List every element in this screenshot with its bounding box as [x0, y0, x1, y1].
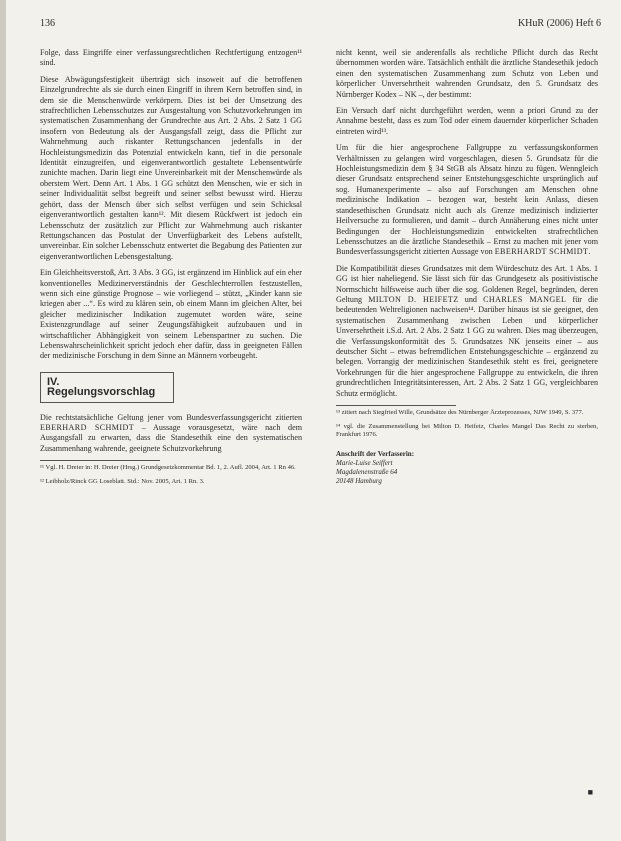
author-name: Marie-Luise Seiffert — [336, 459, 393, 468]
address-street: Magdalenenstraße 64 — [336, 468, 398, 477]
paragraph: Folge, dass Eingriffe einer verfassungsrechtlichen Rechtfertigung entzogen¹¹ sind. — [40, 48, 302, 68]
section-heading: IV. Regelungsvorschlag — [40, 372, 174, 403]
cited-name: MILTON D. HEIFETZ — [368, 294, 459, 304]
left-column — [40, 48, 302, 492]
page-edge-shadow — [0, 0, 6, 841]
cited-name: CHARLES MANGEL — [483, 294, 567, 304]
cited-name: EBERHARDT SCHMIDT — [494, 247, 589, 257]
right-column — [336, 48, 598, 486]
journal-header: KHuR (2006) Heft 6 — [517, 18, 601, 29]
address-heading: Anschrift der Verfasserin: — [336, 450, 415, 458]
paragraph: Um für die hier angesprochene Fallgruppe zu verfassungskonformen Verhältnissen zu gelangen wird vorgeschlagen, diesen 5. Grundsatz für die Hochleistungsmedizin dem § 34 StGB als Absatz hinzu zu fügen. Wenngleich dieser Grundsatz entsprechend seiner Entstehungsgeschichte ursprünglich auf sog. Humanexperimente – also auf Forschungen am Menschen ohne medizinische Indikation – bezogen war, besteht kein Anlass, diesen standesethischen Grundsatz nicht auch als Grenze medizinisch indizierter Heilversuche zu formulieren, und damit – durch Annäherung eines nicht unter Bedingungen der Hochleistungsmedizin entwickelten strafrechtlichen Lebensschutzes an die ärztliche Standesethik – Ernst zu machen mit jener vom Bundesverfassungsgericht zitierten Aussage von EBERHARDT SCHMIDT. — [336, 143, 598, 257]
address-city: 20148 Hamburg — [336, 477, 382, 486]
footnote: ¹⁴ vgl. die Zusammenstellung bei Milton D. Heifetz, Charles Mangel Das Recht zu sterben, Frankfurt 1976. — [336, 423, 598, 438]
paragraph: Diese Abwägungsfestigkeit überträgt sich insoweit auf die betroffenen Einzelgrundrechte als sie durch einen Eingriff in ihrem Kern betroffen sind, in dem sie die Menschenwürde verkörpern. Dies ist bei der Umsetzung des strafrechtlichen Lebensschutzes zur Ausgestaltung von Schutzvorkehrungen im systematischen Zusammenhang der Grundrechte aus Art. 2 Abs. 2 Satz 1 GG insofern von Bedeutung als der Ausgangsfall zeigt, dass die Pflicht zur Wahrnehmung auch riskanter Rettungschancen jedenfalls in der Hochleistungsmedizin das Potenzial entwickeln kann, tief in die personale Identität einzugreifen, und eigenverantwortlich gestaltete Lebensentwürfe zunichte machen. Darin liegt eine Unvereinbarkeit mit der Menschenwürde als oberstem Wert. Denn Art. 1 Abs. 1 GG schützt den Menschen, wie er sich in seiner Individualität selbst begreift und seiner selbst bewusst wird. Hierzu gehört, dass der Mensch über sich selbst verfügen und sein Schicksal eigenverantwortlich gestalten kann¹². Mit diesem Rückfwert ist jedoch ein Lebensschutz der zusätzlich zur Pflicht zur Wahrnehmung auch riskanter Rettungschancen das Postulat der Unverfügbarkeit des Lebens aufstellt, unvereinbar. Ein solcher Lebensschutz entwertet die Begabung des Patienten zur eigenverantwortlichen Lebensgestaltung. — [40, 74, 302, 261]
end-of-article-mark: ■ — [587, 787, 593, 797]
cited-name: EBERHARD SCHMIDT — [40, 423, 135, 432]
footnote: ¹³ zitiert nach Siegfried Wille, Grundsätze des Nürnberger Ärzteprozesses, NJW 1949, S. 377. — [336, 409, 584, 416]
paragraph: Ein Gleichheitsverstoß, Art. 3 Abs. 3 GG, ist ergänzend im Hinblick auf ein eher konventionelles Medizinerverständnis der Geschlechterrollen festzustellen, wenn sich eine günstige Prognose – wie vorliegend – stützt, „Kinder kann sie kriegen aber ...“. Es wird zu klären sein, ob einem Mann im gleichen Alter, bei gleicher medizinischer Indikation zugemutet worden wäre, seine Existenzgrundlage auf seiner Zeugungsfähigkeit aufzubauen und in wirtschaftlicher Abhängigkeit von seinem Lebenspartner zu suchen. Die Lebenswahrscheinlichkeit spricht jedoch eher dafür, dass in geeigneten Fällen der medizinische Forschung in dem Sinne an Männern vorbeugeht. — [40, 268, 302, 361]
footnote-rule — [336, 405, 456, 406]
paragraph: Die Kompatibilität dieses Grundsatzes mit dem Würdeschutz des Art. 1 Abs. 1 GG ist hier naheliegend. Sie lässt sich für das Grundgesetz als positivistische Normschicht hilfsweise auch über die sog. Goldenen Regel, begründen, deren Geltung MILTON D. HEIFETZ und CHARLES MANGEL für die bedeutenden Weltreligionen nachweisen¹⁴. Darüber hinaus ist sie geeignet, den systematischen Zusammenhang zwischen Leben und körperlicher Unversehrtheit i.S.d. Art. 2 Abs. 2 Satz 1 GG zu wahren. Dies mag überzeugen, die Verfassungskonformität des 5. Grundsatzes NK jenseits einer – aus deutscher Sicht – etwas befremdlichen Entstehungsgeschichte – ergänzend zu belegen. Vorrangig der medizinischen Standesethik steht es frei, geeignetere Vorkehrungen für die hier angesprochene Fallgruppe zu entwickeln, die ihren grundrechtlichen Integritätsinteressen, Art. 2 Abs. 2 Satz 1 GG, vergleichbaren Schutz ermöglicht. — [336, 263, 599, 398]
footnote: ¹² Leibholz/Rinck GG Loseblatt. Std.: Nov. 2005, Art. 1 Rn. 3. — [40, 478, 205, 486]
footnote-rule — [40, 460, 160, 461]
paragraph: Ein Versuch darf nicht durchgeführt werden, wenn a priori Grund zu der Annahme besteht, dass es zum Tod oder einem dauernder körperlicher Schaden eintreten wird¹³. — [336, 106, 598, 136]
footnote: ¹¹ Vgl. H. Dreier in: H. Dreier (Hrsg.) Grundgesetzkommentar Bd. 1, 2. Aufl. 2004, Art. 1 Rn 46. — [40, 464, 296, 472]
paragraph: nicht kennt, weil sie anderenfalls als rechtliche Pflicht durch das Recht übernommen worden wäre. Tatsächlich enthält die ärztliche Standesethik jedoch einen den systematischen Zusammenhang zum Schutz von Leben und körperlicher Unversehrtheit wahrenden Grundsatz, den 5. Grundsatz des Nürnberger Kodex – NK –, der bestimmt: — [336, 48, 598, 99]
page-number: 136 — [40, 18, 55, 29]
paragraph: Die rechtstatsächliche Geltung jener vom Bundesverfassungsgericht zitierten EBERHARD SCHMIDT – Aussage vorausgesetzt, wäre nach dem Ausgangsfall zu erwarten, dass die Standesethik eine den systematischen Zusammenhang wahrende, geeignete Schutzvorkehrung — [40, 412, 302, 453]
